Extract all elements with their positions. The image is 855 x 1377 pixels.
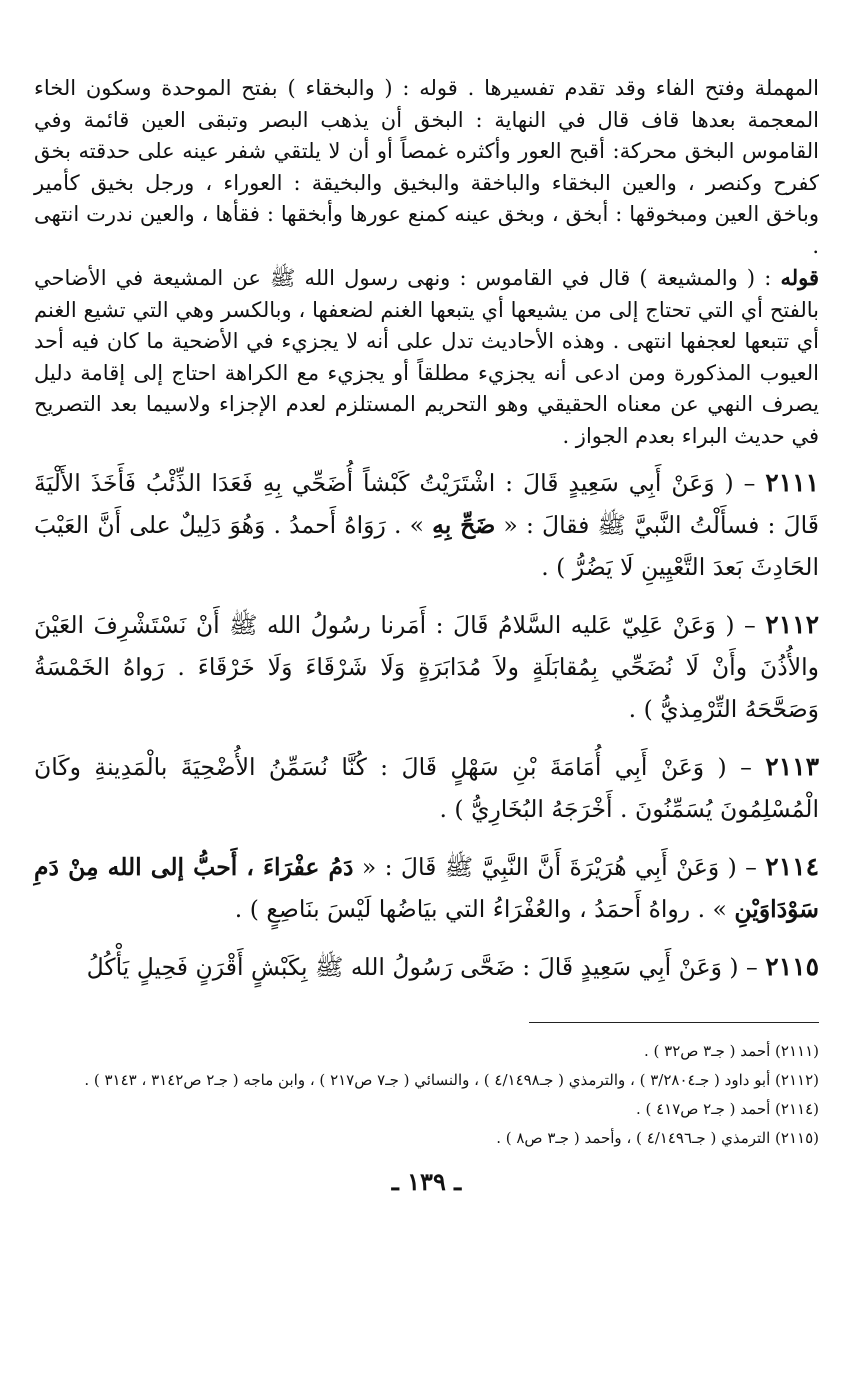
- page-number: ـ ١٣٩ ـ: [391, 1167, 462, 1196]
- footnotes: [34, 1037, 819, 1153]
- hadith-2111: [34, 462, 819, 588]
- hadith-number: ٢١١٤: [765, 852, 819, 881]
- hadith-text: – ( وَعَنْ أَبِي أُمَامَةَ بْنِ سَهْلٍ قَالَ : كُنَّا نُسَمِّنُ الأُضْحِيَةَ بالْمَدِينةِ وكَانَ الْمُسْلِمُونَ يُسَمِّنُونَ . أَخْرَجَهُ البُخَارِيُّ ) .: [34, 753, 819, 823]
- book-page: [34, 72, 819, 1377]
- commentary-paragraph: [34, 72, 819, 262]
- hadith-text: – ( وَعَنْ أَبِي سَعِيدٍ قَالَ : ضَحَّى رَسُولُ الله ﷺ بِكَبْشٍ أَقْرَنٍ فَحِيلٍ يَأْكُلُ: [86, 953, 766, 981]
- hadith-text: – ( وَعَنْ أَبِي سَعِيدٍ قَالَ : اشْتَرَيْتُ كَبْشاً أُضَحِّي بِهِ فَعَدَا الذِّئْبُ فَأَخَذَ الأَلْيَةَ قَالَ : فسأَلْتُ النَّبيَّ ﷺ فقالَ : «: [34, 469, 819, 539]
- footnote-divider: [529, 1022, 819, 1023]
- commentary-lead: قوله: [780, 265, 819, 290]
- footnote: (٢١١١) أحمد ( جـ٣ ص٣٢ ) .: [643, 1042, 819, 1060]
- hadith-2115: [34, 946, 819, 988]
- hadith-2113: [34, 746, 819, 830]
- hadith-2112: [34, 604, 819, 730]
- footnote: (٢١١٢) أبو داود ( جـ٣/٢٨٠٤ ) ، والترمذي ( جـ٤/١٤٩٨ ) ، والنسائي ( جـ٧ ص٢١٧ ) ، وابن ماجه ( جـ٢ ص٣١٤٢ ، ٣١٤٣ ) .: [84, 1071, 819, 1089]
- commentary-paragraph: [34, 262, 819, 452]
- footnote: (٢١١٤) أحمد ( جـ٢ ص٤١٧ ) .: [635, 1100, 819, 1118]
- hadith-quote: دَمُ عفْرَاءَ ، أَحبُّ إلى الله مِنْ دَمِ سَوْدَاوَيْنِ: [34, 853, 819, 923]
- commentary-text: المهملة وفتح الفاء وقد تقدم تفسيرها . قوله : ( والبخقاء ) بفتح الموحدة وسكون الخاء المعجمة بعدها قاف قال في النهاية : البخق أن يذهب البصر وتبقى العين قائمة وفي القاموس البخق محركة: أقبح العور وأكثره غمصاً أو أن لا يلتقي شفر عينه على حدقته بخق كفرح وكنصر ، والعين البخقاء والباخقة والبخيق والبخيقة : العوراء ، ورجل بخيق كأمير وباخق العين ومبخوقها : أبخق ، وبخق عينه كمنع عورها وأبخقها : فقأها ، والعين ندرت انتهى .: [34, 76, 819, 258]
- footnote: (٢١١٥) الترمذي ( جـ٤/١٤٩٦ ) ، وأحمد ( جـ٣ ص٨ ) .: [496, 1129, 819, 1147]
- hadith-text: – ( وَعَنْ عَلِيّ عَليه السَّلامُ قَالَ : أَمَرنا رسُولُ الله ﷺ أَنْ نَسْتَشْرِفَ العَيْنَ والأُذُنَ وأَنْ لَا نُضَحِّي بِمُقابَلَةٍ ولاَ مُدَابَرَةٍ وَلَا شَرْقَاءَ وَلَا خَرْقَاءَ . رَواهُ الخَمْسَةُ وَصَحَّحَهُ التِّرْمِذيُّ ) .: [34, 611, 819, 723]
- hadith-number: ٢١١١: [765, 468, 819, 497]
- hadith-text-end: » . رَوَاهُ أَحمدُ . وَهُوَ دَلِيلٌ على أَنَّ العَيْبَ الحَادِثَ بَعدَ التَّعْيِينِ لَا يَضُرُّ ) .: [34, 511, 819, 581]
- hadith-number: ٢١١٥: [765, 952, 819, 981]
- hadith-number: ٢١١٢: [765, 610, 819, 639]
- commentary-text: : ( والمشيعة ) قال في القاموس : ونهى رسول الله ﷺ عن المشيعة في الأضاحي بالفتح أي التي تحتاج إلى من يشيعها أي يتبعها الغنم لضعفها ، وبالكسر وهي التي تشيع الغنم أي تتبعها لعجفها انتهى . وهذه الأحاديث تدل على أنه لا يجزيء في الأضحية ما كان فيه أحد العيوب المذكورة ومن ادعى أنه يجزيء مطلقاً أو يجزيء مع الكراهة احتاج إلى إقامة دليل يصرف النهي عن معناه الحقيقي وهو التحريم المستلزم لعدم الإجزاء ولاسيما بعد التصريح في حديث البراء بعدم الجواز .: [34, 266, 819, 448]
- hadith-number: ٢١١٣: [765, 752, 819, 781]
- hadith-text-end: » . رواهُ أَحمَدُ ، والعُفْرَاءُ التي بيَاضُها لَيْسَ بنَاصِعٍ ) .: [234, 895, 735, 923]
- hadith-text: – ( وَعَنْ أَبِي هُرَيْرَةَ أَنَّ النَّبِيَّ ﷺ قَالَ : «: [353, 853, 766, 881]
- main-text: [34, 72, 819, 988]
- hadith-quote: ضَحِّ بِهِ: [432, 511, 496, 539]
- hadith-2114: [34, 846, 819, 930]
